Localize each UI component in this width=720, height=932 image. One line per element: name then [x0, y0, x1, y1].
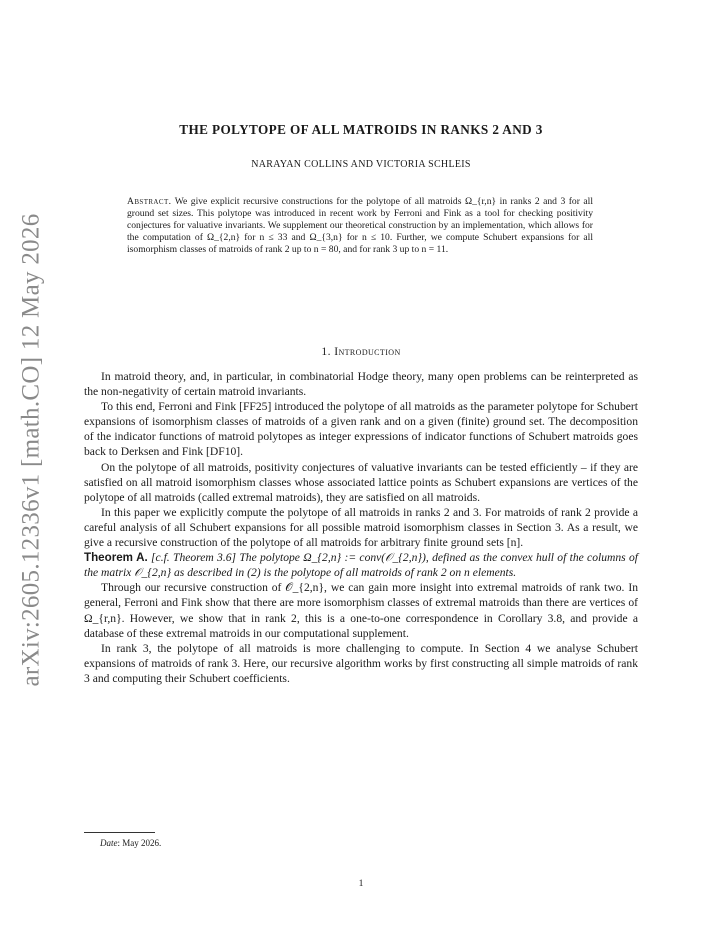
- theorem-statement: [c.f. Theorem 3.6] The polytope Ω_{2,n} := conv(𝒪_{2,n}), defined as the convex hull of the columns of the matrix 𝒪_{2,n} as described in (2) is the polytope of all matroids of rank 2 on n elements.: [84, 551, 638, 580]
- theorem-label: Theorem A.: [84, 551, 148, 565]
- section-title-text: Introduction: [334, 345, 401, 358]
- abstract-heading: Abstract.: [127, 196, 172, 207]
- footnote-rule: [84, 832, 155, 833]
- paper-title: THE POLYTOPE OF ALL MATROIDS IN RANKS 2 AND 3: [179, 122, 543, 137]
- abstract: [127, 196, 593, 256]
- footnote-label: Date: [100, 838, 118, 848]
- paragraph: Through our recursive construction of 𝒪_{2,n}, we can gain more insight into extremal matroids of rank two. In general, Ferroni and Fink show that there are more isomorphism classes of extremal matroids than there are vertices of Ω_{r,n}. However, we show that in rank 2, this is a one-to-one correspondence in Corollary 3.8, and provide a database of these extremal matroids in our computational supplement.: [84, 581, 638, 640]
- paragraph: To this end, Ferroni and Fink [FF25] introduced the polytope of all matroids as the parameter polytope for Schubert expansions of isomorphism classes of matroids of a given rank and on a given (finite) ground set. The decomposition of the indicator functions of matroid polytopes as integer expressions of indicator functions of Schubert matroids goes back to Derksen and Fink [DF10].: [84, 400, 638, 459]
- introduction-body: [84, 369, 638, 686]
- paper-authors: NARAYAN COLLINS AND VICTORIA SCHLEIS: [251, 159, 471, 170]
- arxiv-identifier-stamp: [8, 213, 56, 687]
- arxiv-identifier-text: arXiv:2605.12336v1 [math.CO] 12 May 2026: [18, 213, 45, 687]
- theorem-a: [84, 550, 638, 580]
- footnote-value: May 2026.: [122, 838, 162, 848]
- paragraph: In rank 3, the polytope of all matroids is more challenging to compute. In Section 4 we analyse Schubert expansions of matroids of rank 3. Here, our recursive algorithm works by first constructing all simple matroids of rank 3 and computing their Schubert coefficients.: [84, 641, 638, 685]
- section-heading: [84, 345, 638, 358]
- paragraph: On the polytope of all matroids, positivity conjectures of valuative invariants can be tested efficiently – if they are satisfied on all matroid isomorphism classes whose associated lattice points as Schubert expansions are vertices of the polytope of all matroids (called extremal matroids), they are satisfied on all matroids.: [84, 460, 638, 504]
- page-number: 1: [358, 878, 364, 889]
- date-footnote: Date: May 2026.: [100, 838, 162, 848]
- abstract-text: We give explicit recursive constructions for the polytope of all matroids Ω_{r,n} in ranks 2 and 3 for all ground set sizes. This polytope was introduced in recent work by Ferroni and Fink as a tool for checking positivity conjectures for valuative invariants. We supplement our theoretical construction by an implementation, which allows for the computation of Ω_{2,n} for n ≤ 33 and Ω_{3,n} for n ≤ 10. Further, we compute Schubert expansions for all isomorphism classes of matroids of rank 2 up to n = 80, and for rank 3 up to n = 11.: [127, 196, 593, 256]
- paragraph: In matroid theory, and, in particular, in combinatorial Hodge theory, many open problems can be reinterpreted as the non-negativity of certain matroid invariants.: [84, 370, 638, 399]
- section-number: 1.: [321, 345, 331, 358]
- paragraph: In this paper we explicitly compute the polytope of all matroids in ranks 2 and 3. For matroids of rank 2 provide a careful analysis of all Schubert expansions for all possible matroid isomorphism classes in Section 3. As a result, we give a recursive construction of the polytope of all matroids for arbitrary finite ground sets [n].: [84, 505, 638, 550]
